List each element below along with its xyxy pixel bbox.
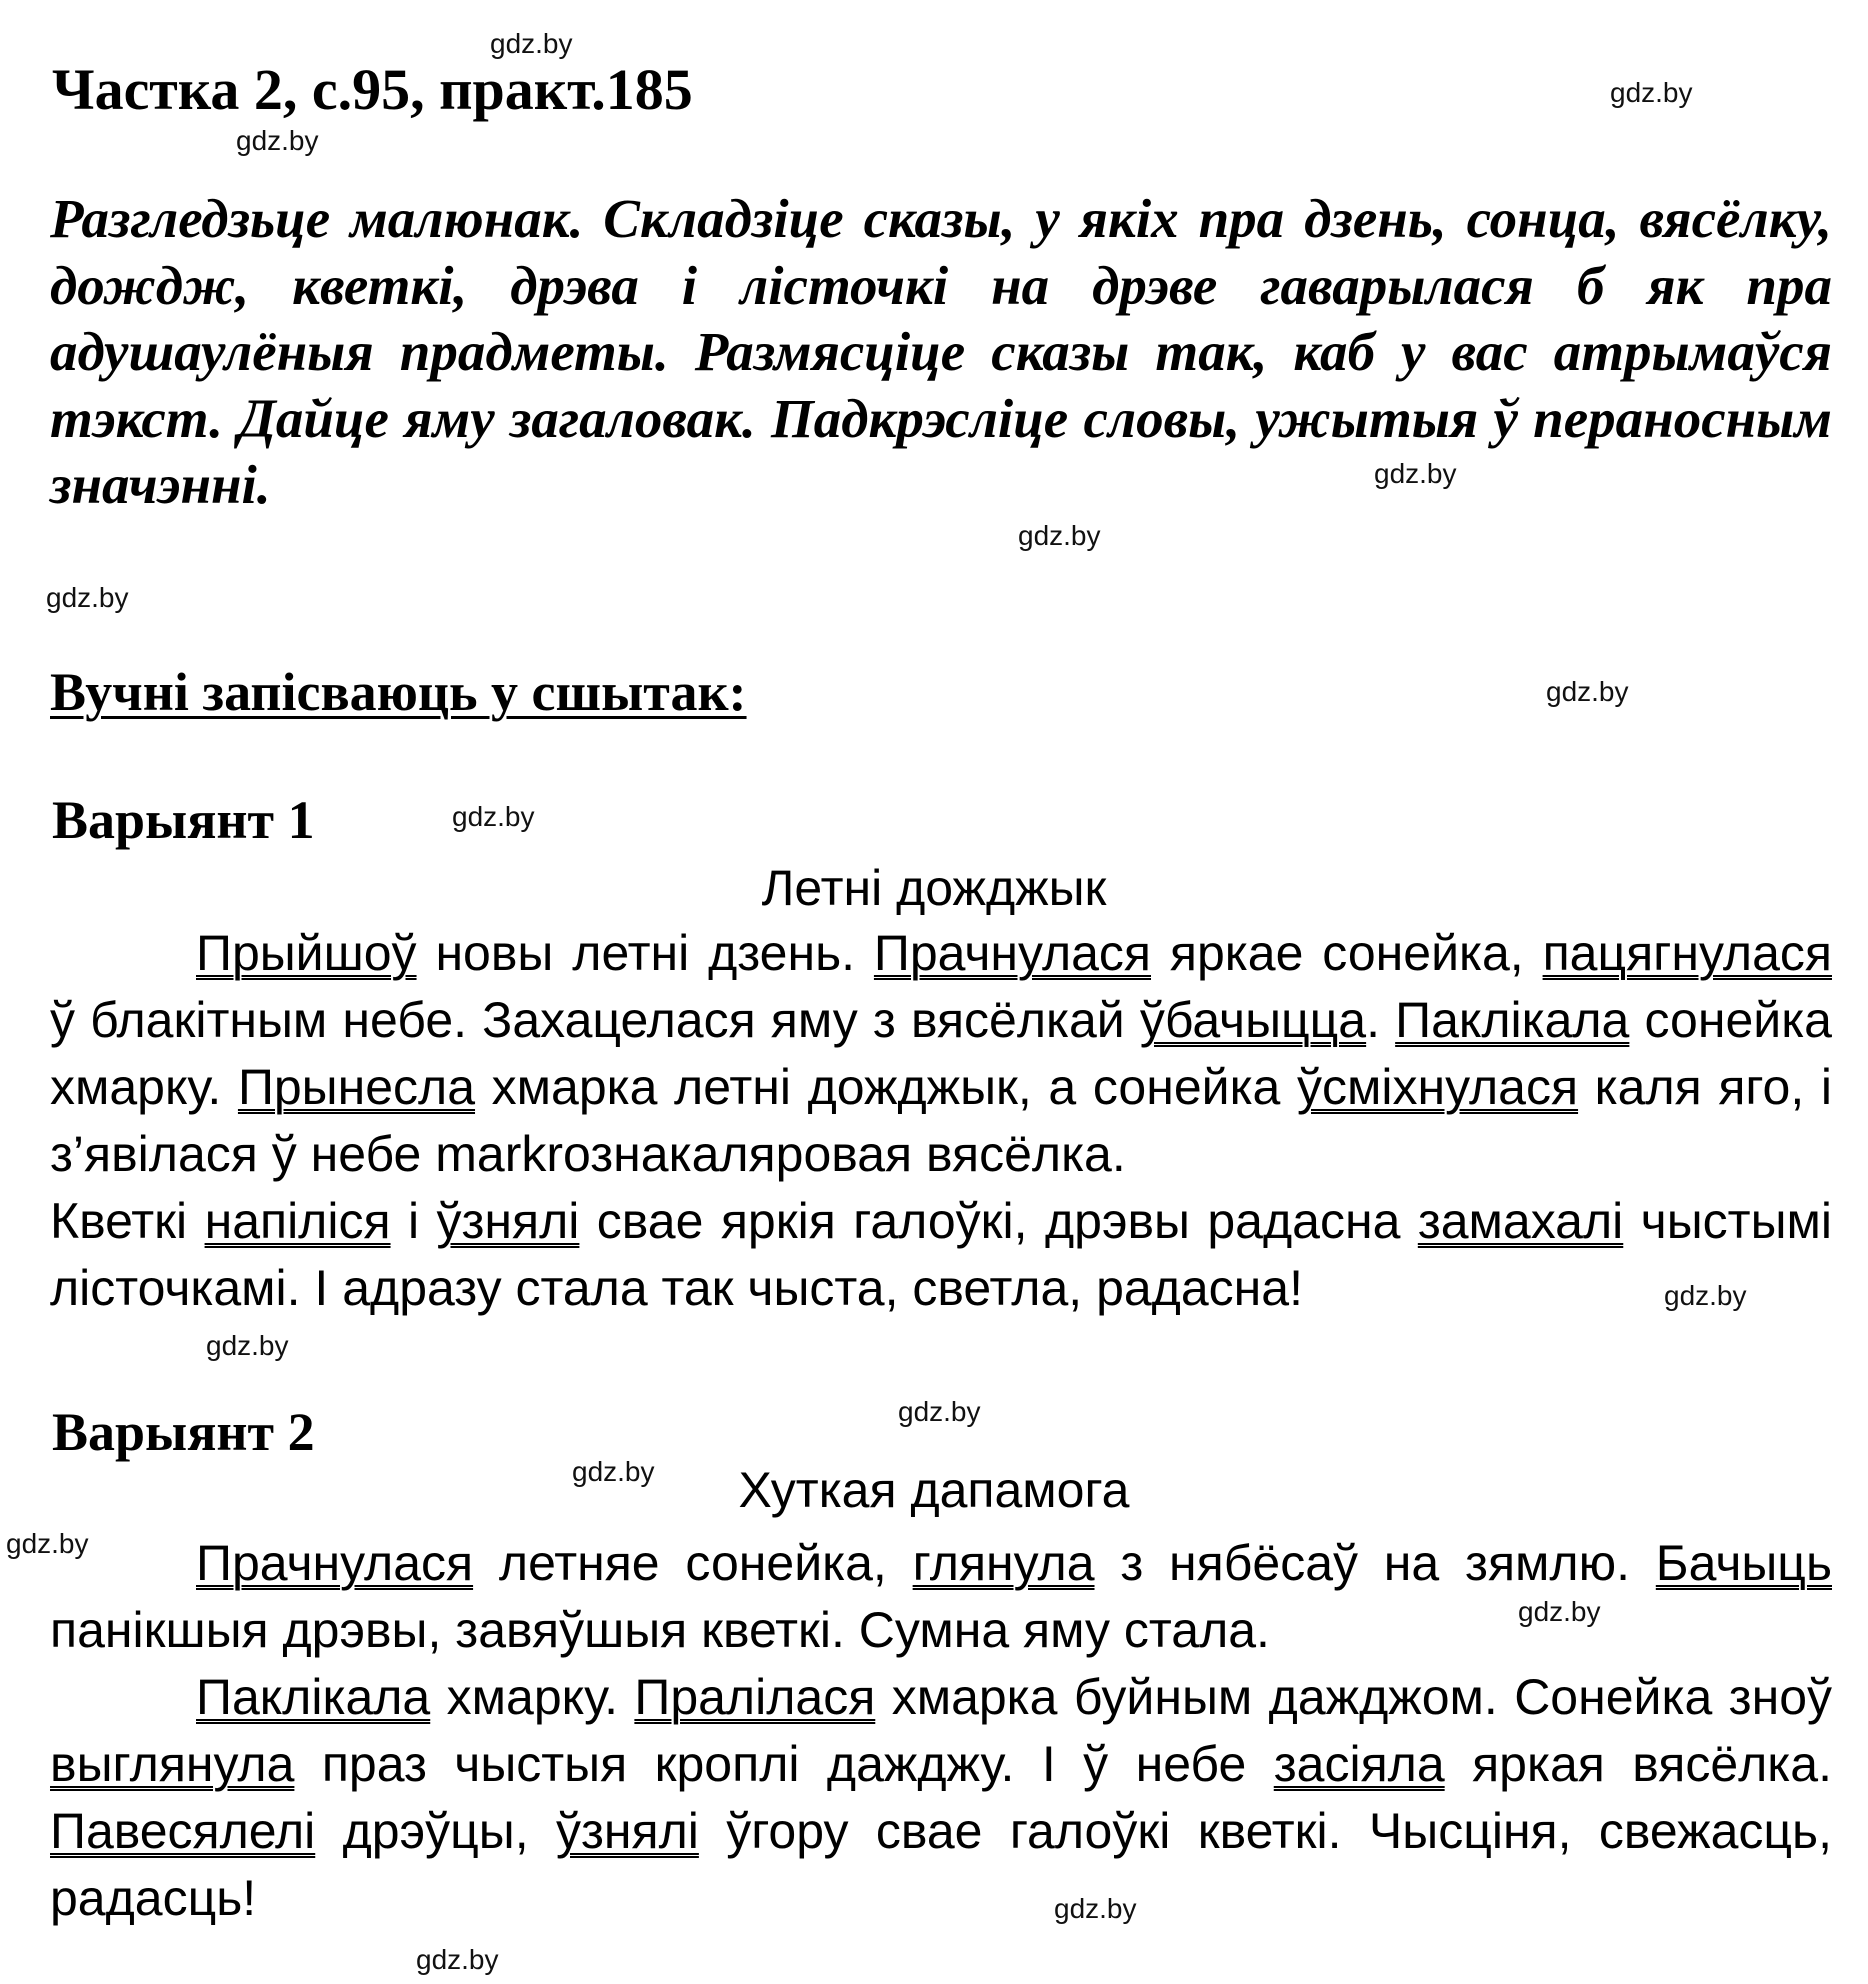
variant-1-story — [50, 920, 1832, 1322]
text-run: праз чыстыя кроплі дажджу. І ў небе — [294, 1736, 1274, 1792]
text-run: і — [390, 1193, 437, 1249]
watermark: gdz.by — [1374, 458, 1457, 489]
variant-2-story — [50, 1530, 1832, 1932]
figurative-word: Паклікала — [1395, 992, 1630, 1048]
figurative-word: пацягнулася — [1542, 925, 1832, 981]
variant-1-label: Варыянт 1 — [52, 790, 315, 850]
variant-2-paragraph-2 — [50, 1664, 1832, 1932]
text-run: з нябёсаў на зямлю. — [1094, 1535, 1656, 1591]
text-run: хмарка буйным дажджом. Сонейка зноў — [875, 1669, 1832, 1725]
text-run: сонейка хмарку. — [50, 992, 1832, 1115]
text-run: свае яркія галоўкі, дрэвы радасна — [579, 1193, 1418, 1249]
notebook-label: Вучні запісваюць у сшытак: — [50, 662, 747, 722]
figurative-word: глянула — [912, 1535, 1095, 1591]
watermark: gdz.by — [6, 1528, 89, 1559]
figurative-word: Прынесла — [237, 1059, 476, 1115]
figurative-word: напіліся — [204, 1193, 391, 1249]
figurative-word: Прачнулася — [196, 1535, 474, 1591]
text-run: каля яго, і з’явілася ў небе markrознакаляровая вясёлка. — [50, 1059, 1832, 1182]
variant-1-paragraph-2 — [50, 1188, 1832, 1322]
watermark: gdz.by — [1018, 520, 1101, 551]
page-heading: Частка 2, с.95, практ.185 — [52, 57, 693, 122]
variant-2-label: Варыянт 2 — [52, 1402, 315, 1462]
figurative-word: Паклікала — [196, 1669, 431, 1725]
watermark: gdz.by — [572, 1456, 655, 1487]
text-run: Кветкі — [50, 1193, 205, 1249]
text-run: чыстымі лісточкамі. І адразу стала так чыста, светла, радасна! — [50, 1193, 1832, 1316]
figurative-word: ўсміхнулася — [1297, 1059, 1579, 1115]
text-run: новы летні дзень. — [416, 925, 874, 981]
figurative-word: выглянула — [50, 1736, 295, 1792]
variant-1-title: Летні дожджык — [761, 860, 1107, 916]
watermark: gdz.by — [490, 28, 573, 59]
watermark: gdz.by — [452, 801, 535, 832]
text-run: хмарка летні дожджык, а сонейка — [475, 1059, 1297, 1115]
watermark: gdz.by — [1664, 1280, 1747, 1311]
text-run: . — [1366, 992, 1396, 1048]
watermark: gdz.by — [46, 582, 129, 613]
figurative-word: Прыйшоў — [196, 925, 417, 981]
watermark: gdz.by — [1610, 77, 1693, 108]
figurative-word: замахалі — [1417, 1193, 1624, 1249]
watermark: gdz.by — [1518, 1596, 1601, 1627]
text-run: летняе сонейка, — [473, 1535, 913, 1591]
text-run: яркае сонейка, — [1151, 925, 1543, 981]
figurative-word: Пралілася — [634, 1669, 876, 1725]
variant-2-title: Хуткая дапамога — [738, 1462, 1130, 1518]
text-run: панікшыя дрэвы, завяўшыя кветкі. Сумна яму стала. — [50, 1602, 1270, 1658]
figurative-word: ўзнялі — [436, 1193, 580, 1249]
watermark: gdz.by — [236, 125, 319, 156]
variant-1-paragraph-1 — [50, 920, 1832, 1188]
text-run: дрэўцы, — [315, 1803, 556, 1859]
figurative-word: Прачнулася — [873, 925, 1151, 981]
figurative-word: засіяла — [1273, 1736, 1445, 1792]
figurative-word: Павесялелі — [50, 1803, 316, 1859]
watermark: gdz.by — [1054, 1893, 1137, 1924]
text-run: яркая вясёлка. — [1444, 1736, 1832, 1792]
figurative-word: Бачыць — [1655, 1535, 1832, 1591]
watermark: gdz.by — [898, 1396, 981, 1427]
watermark: gdz.by — [1546, 676, 1629, 707]
task-instructions: Разгледзьце малюнак. Складзіце сказы, у якіх пра дзень, сонца, вясёлку, дождж, кветкі, дрэва і лісточкі на дрэве гаварылася б як пра адушаулёныя прадметы. Размясціце сказы так, каб у вас атрымаўся тэкст. Дайце яму загаловак. Падкрэсліце словы, ужытыя ў пераносным значэнні. — [50, 188, 1832, 515]
text-run: хмарку. — [430, 1669, 635, 1725]
figurative-word: ўзнялі — [555, 1803, 699, 1859]
text-run: ў блакітным небе. Захацелася яму з вясёлкай — [50, 992, 1140, 1048]
text-run: ўгору свае галоўкі кветкі. Чысціня, свежасць, радасць! — [50, 1803, 1832, 1926]
figurative-word: ўбачыцца — [1139, 992, 1367, 1048]
watermark: gdz.by — [416, 1944, 499, 1975]
watermark: gdz.by — [206, 1330, 289, 1361]
